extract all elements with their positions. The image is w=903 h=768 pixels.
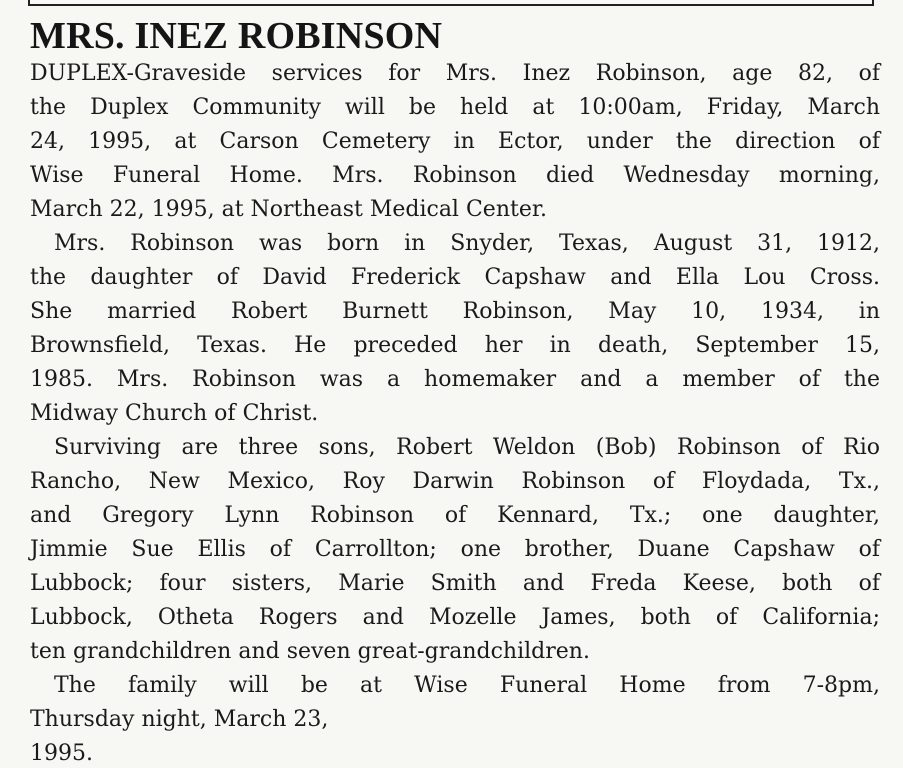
body-line: and Gregory Lynn Robinson of Kennard, Tx.; one daughter, xyxy=(30,503,880,528)
body-line: Brownsfield, Texas. He preceded her in death, September 15, xyxy=(30,333,880,358)
body-line: March 22, 1995, at Northeast Medical Center. xyxy=(30,197,547,222)
body-line: the daughter of David Frederick Capshaw and Ella Lou Cross. xyxy=(30,265,880,290)
body-line: Rancho, New Mexico, Roy Darwin Robinson of Floydada, Tx., xyxy=(30,469,880,494)
body-line: 1985. Mrs. Robinson was a homemaker and a member of the xyxy=(30,367,880,392)
body-line: Surviving are three sons, Robert Weldon (Bob) Robinson of Rio xyxy=(54,435,880,460)
body-line: Wise Funeral Home. Mrs. Robinson died Wednesday morning, xyxy=(30,163,880,188)
body-line: Lubbock; four sisters, Marie Smith and Freda Keese, both of xyxy=(30,571,880,596)
top-border-rule xyxy=(28,0,874,6)
body-line: 24, 1995, at Carson Cemetery in Ector, under the direction of xyxy=(30,129,880,154)
body-line: Thursday night, March 23, xyxy=(30,707,329,732)
body-line: Mrs. Robinson was born in Snyder, Texas, August 31, 1912, xyxy=(54,231,880,256)
body-line: The family will be at Wise Funeral Home from 7-8pm, xyxy=(54,673,880,698)
body-line: the Duplex Community will be held at 10:00am, Friday, March xyxy=(30,95,880,120)
body-line: She married Robert Burnett Robinson, May 10, 1934, in xyxy=(30,299,880,324)
body-line: ten grandchildren and seven great-grandchildren. xyxy=(30,639,590,664)
body-line: DUPLEX-Graveside services for Mrs. Inez Robinson, age 82, of xyxy=(30,61,880,86)
body-line: 1995. xyxy=(30,741,93,766)
obituary-headline: MRS. INEZ ROBINSON xyxy=(30,15,443,57)
body-line: Lubbock, Otheta Rogers and Mozelle James, both of California; xyxy=(30,605,880,630)
body-line: Midway Church of Christ. xyxy=(30,401,319,426)
body-line: Jimmie Sue Ellis of Carrollton; one brother, Duane Capshaw of xyxy=(30,537,880,562)
